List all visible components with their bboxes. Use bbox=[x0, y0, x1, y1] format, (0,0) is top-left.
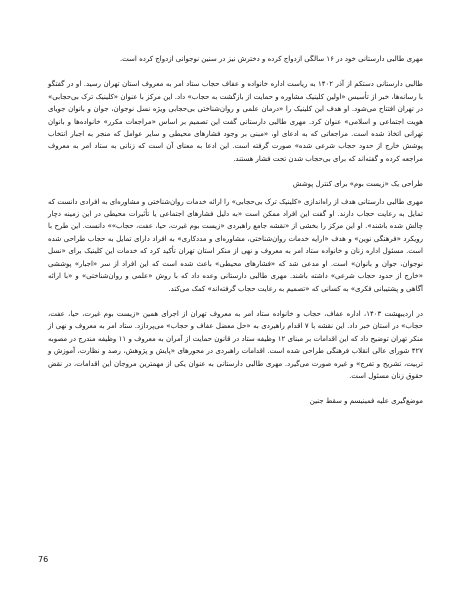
section-heading-ecosystem: طراحی یک «زیست بوم» برای کنترل پوشش bbox=[292, 180, 423, 189]
paragraph-clinic: طالبی دارستانی دستکم از آذر ۱۴۰۲ به ریاست اداره خانواده و عفاف حجاب ستاد امر به معروف استان تهران رسید. او در گفتگو با رسانه‌ها، خبر از تأسیس «اولین کلینیک مشاوره و حمایت از بازگشت به حجاب» داد. این مرکز با عنوان «کلینیک ترک بی‌حجابی» در تهران افتتاح می‌شود. او هدف این کلینیک را «درمان علمی و روان‌شناختی بی‌حجابی ویژه نسل نوجوان، جوان و بانوان جویای هویت اجتماعی و اسلامی» عنوان کرد. مهری طالبی دارستانی گفت این تصمیم بر اساس «مراجعات مکرر» خانواده‌ها و بانوان تهرانی اتخاذ شده است. مراجعاتی که به ادعای او، «مبنی بر وجود فشارهای محیطی و سایر عوامل که منجر به اجبار انتخاب پوشش خارج از حدود حجاب شرعی شده» صورت گرفته است. این ادعا به معنای آن است که زنانی به ستاد امر به معروف مراجعه کرده و گفته‌اند که برای بی‌حجاب شدن تحت فشار هستند. bbox=[48, 80, 423, 163]
page-number: 76 bbox=[38, 555, 49, 564]
paragraph-ordibehesht: در اردیبهشت ۱۴۰۳، اداره عفاف، حجاب و خانواده ستاد امر به معروف تهران از اجرای همین «زیست بوم غیرت، حیا، عفت، حجاب» در استان خبر داد. این نقشه با ۷ اقدام راهبردی به «حل معضل عفاف و حجاب» می‌پردازد. ستاد امر به معروف و نهی از منکر تهران توضیح داد که این اقدامات بر مبنای ۱۲ وظیفه ستاد در قانون حمایت از آمران به معروف و ۱۱ وظیفه مندرج در مصوبه ۴۲۷ شورای عالی انقلاب فرهنگی طراحی شده است. اقدامات راهبردی در محورهای «پایش و پژوهش، رصد و نظارت، آموزش و تربیت، تشریح و تفرج» و غیره صورت می‌گیرد. مهری طالبی دارستانی به عنوان یکی از مهمترین مروجان این اقدامات، در نقض حقوق زنان مسئول است. bbox=[48, 309, 423, 380]
paragraph-intro: مهری طالبی دارستانی خود در ۱۶ سالگی ازدواج کرده و دخترش نیز در سنین نوجوانی ازدواج کرده است. bbox=[119, 55, 423, 63]
section-heading-feminism: موضع‌گیری علیه فمینیسم و سقط جنین bbox=[309, 397, 423, 406]
paragraph-ecosystem: مهری طالبی دارستانی هدف از راه‌اندازی «کلینیک ترک بی‌حجابی» را ارائه خدمات روان‌شناختی و مشاوره‌ای به افرادی دانست که تمایل به رعایت حجاب دارند. او گفت این افراد ممکن است «به دلیل فشارهای اجتماعی یا تأثیرات محیطی در این زمینه دچار چالش شده باشند». او این مرکز را بخشی از «نقشه جامع راهبردی «زیست بوم غیرت، حیا، عفت، حجاب»» دانست. این طرح با رویکرد «فرهنگی نوین» و هدف «ارایه خدمات روان‌شناختی، مشاوره‌ای و مددکاری» به افراد دارای تمایل به حجاب طراحی شده است. مسئول اداره زنان و خانواده ستاد امر به معروف و نهی از منکر استان تهران تأکید کرد که خدمات این کلینیک برای «نسل نوجوان، جوان و بانوان» است. او مدعی شد که «فشارهای محیطی» باعث شده است که این افراد از سر «اجبار» پوششی «خارج از حدود حجاب شرعی» داشته باشند. مهری طالبی دارستانی وعده داد که با روش «علمی و روان‌شناختی» و «با ارائه آگاهی و پشتیبانی فکری» به کسانی که «تصمیم به رعایت حجاب گرفته‌اند» کمک می‌کند. bbox=[48, 197, 423, 293]
document-body bbox=[48, 53, 423, 408]
